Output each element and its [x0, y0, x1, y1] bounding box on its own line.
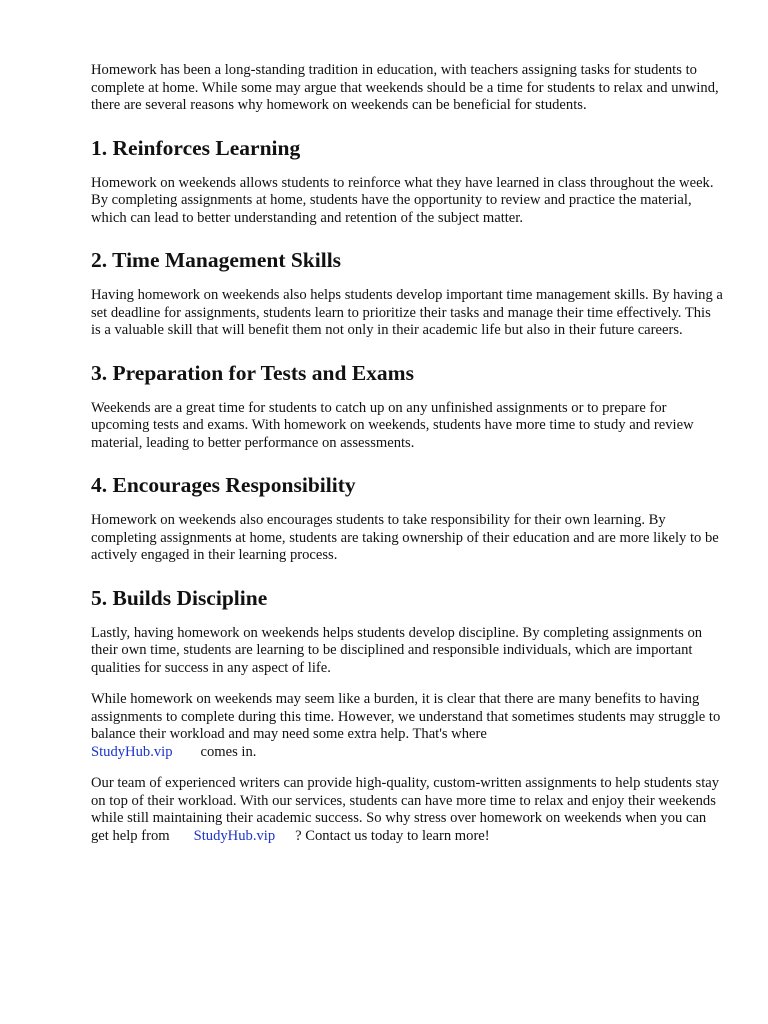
section-body-responsibility: Homework on weekends also encourages students to take responsibility for their own learning. By completing assignments at home, students are taking ownership of their education and are more likely to be actively engaged in their learning process.	[91, 512, 719, 563]
closing-2-after: ? Contact us today to learn more!	[295, 827, 490, 844]
section-body-reinforces-learning: Homework on weekends allows students to reinforce what they have learned in class throughout the week. By completing assignments at home, students have the opportunity to review and practice the material, which can lead to better understanding and retention of the subject matter.	[91, 174, 714, 226]
section-body-discipline: Lastly, having homework on weekends helps students develop discipline. By completing assignments on their own time, students are learning to be disciplined and responsible individuals, which are important qualities for success in any aspect of life.	[91, 624, 703, 676]
section-heading-responsibility: 4. Encourages Responsibility	[91, 473, 356, 497]
section-heading-time-management: 2. Time Management Skills	[91, 248, 342, 272]
closing-paragraph-2	[91, 775, 723, 845]
closing-1-text: While homework on weekends may seem like a burden, it is clear that there are many benefits to having assignments to complete during this time. However, we understand that sometimes students may struggle to balance their workload and may need some extra help. That's where	[91, 691, 721, 742]
section-body-test-preparation: Weekends are a great time for students to catch up on any unfinished assignments or to prepare for upcoming tests and exams. With homework on weekends, students have more time to study and review material, leading to better performance on assessments.	[91, 399, 694, 451]
section-heading-test-preparation: 3. Preparation for Tests and Exams	[91, 360, 414, 385]
closing-paragraph-1	[91, 691, 723, 761]
studyhub-link-2[interactable]: StudyHub.vip	[193, 827, 276, 844]
closing-1-after: comes in.	[200, 743, 257, 760]
section-body-time-management: Having homework on weekends also helps students develop important time management skills. By having a set deadline for assignments, students learn to prioritize their tasks and manage their time effectively. This is a valuable skill that will benefit them not only in their academic life but also in their future careers.	[91, 287, 723, 338]
intro-paragraph: Homework has been a long-standing tradition in education, with teachers assigning tasks for students to complete at home. While some may argue that weekends should be a time for students to relax and unwind, there are several reasons why homework on weekends can be beneficial for students.	[91, 62, 719, 113]
studyhub-link-1[interactable]: StudyHub.vip	[91, 743, 173, 760]
closing-2-text: Our team of experienced writers can provide high-quality, custom-written assignments to help students stay on top of their workload. With our services, students can have more time to relax and enjoy their weekends while still maintaining their academic success. So why stress over homework on weekends when you can get help from	[91, 775, 720, 844]
document-page	[91, 60, 723, 845]
section-heading-reinforces-learning: 1. Reinforces Learning	[91, 135, 301, 160]
section-heading-discipline: 5. Builds Discipline	[91, 585, 268, 610]
